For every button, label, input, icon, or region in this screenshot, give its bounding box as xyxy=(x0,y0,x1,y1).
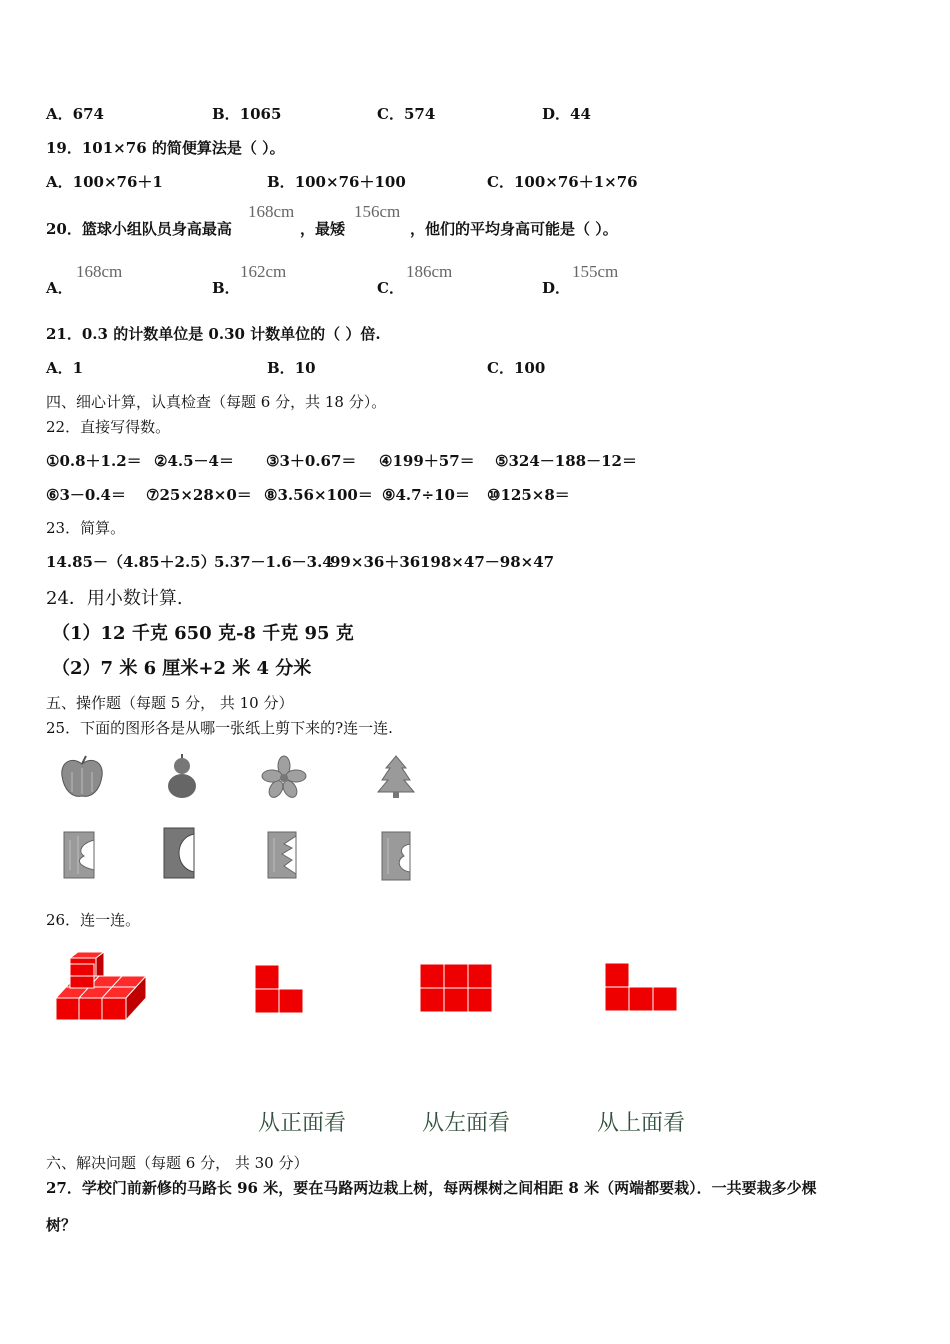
q21-option-c[interactable]: C．100 xyxy=(487,359,546,377)
q23-item: 5.37－1.6－3.4 xyxy=(214,553,333,571)
q20-option-a-value: 168cm xyxy=(76,262,123,281)
cube-stack-3d[interactable] xyxy=(52,950,152,1024)
q20-option-b-value: 162cm xyxy=(240,262,287,281)
q20-option-c-value: 186cm xyxy=(406,262,453,281)
q20-option-a-letter[interactable]: A． xyxy=(46,279,73,297)
section-5-heading: 五、操作题（每题 5 分， 共 10 分） xyxy=(46,694,294,712)
folded-paper-b-icon[interactable] xyxy=(162,826,198,880)
view-label-top[interactable]: 从上面看 xyxy=(597,1111,686,1136)
q18-option-c[interactable]: C．574 xyxy=(377,105,436,123)
folded-paper-d-icon[interactable] xyxy=(380,830,414,882)
q20-stem-c: ，他们的平均身高可能是（ ）。 xyxy=(410,220,618,238)
q19-option-a[interactable]: A．100×76＋1 xyxy=(46,173,163,191)
q19-option-c[interactable]: C．100×76＋1×76 xyxy=(487,173,638,191)
q21-stem: 21．0.3 的计数单位是 0.30 计数单位的（ ）倍. xyxy=(46,325,381,343)
q21-option-b[interactable]: B．10 xyxy=(267,359,316,377)
view-label-left[interactable]: 从左面看 xyxy=(422,1111,511,1136)
q22-item: ⑦25×28×0＝ xyxy=(146,486,252,504)
q23-item: 14.85－（4.85＋2.5） xyxy=(46,553,216,571)
q20-option-b-letter[interactable]: B． xyxy=(212,279,240,297)
q22-item: ⑩125×8＝ xyxy=(487,486,570,504)
q18-option-d[interactable]: D．44 xyxy=(542,105,591,123)
q20-option-d-value: 155cm xyxy=(572,262,619,281)
q21-option-a[interactable]: A．1 xyxy=(46,359,84,377)
q20-option-d-letter[interactable]: D． xyxy=(542,279,571,297)
q19-stem: 19．101×76 的简便算法是（ ）。 xyxy=(46,139,285,157)
q18-option-b[interactable]: B．1065 xyxy=(212,105,282,123)
q22-item: ④199＋57＝ xyxy=(379,452,475,470)
q22-stem: 22．直接写得数。 xyxy=(46,418,171,436)
q22-item: ⑧3.56×100＝ xyxy=(264,486,373,504)
gourd-cutout-icon[interactable] xyxy=(162,754,202,800)
q27-text-line-1: 27．学校门前新修的马路长 96 米，要在马路两边栽上树，每两棵树之间相距 8 米（两端都要栽）．一共要栽多少棵 xyxy=(46,1179,817,1197)
q25-stem: 25．下面的图形各是从哪一张纸上剪下来的?连一连. xyxy=(46,719,393,737)
q20-option-c-letter[interactable]: C． xyxy=(377,279,404,297)
apple-cutout-icon[interactable] xyxy=(58,754,106,800)
q18-option-a[interactable]: A．674 xyxy=(46,105,104,123)
tree-cutout-icon[interactable] xyxy=(376,756,416,798)
q22-item: ③3＋0.67＝ xyxy=(266,452,357,470)
flower-cutout-icon[interactable] xyxy=(262,756,306,798)
q20-stem-b: ，最矮 xyxy=(300,220,346,238)
q22-item: ②4.5－4＝ xyxy=(154,452,234,470)
q20-min-height: 156cm xyxy=(354,202,401,221)
q24-part-2: （2）7 米 6 厘米+2 米 4 分米 xyxy=(52,658,312,679)
view-l-shape[interactable] xyxy=(254,964,306,1016)
q23-item: 99×36＋36 xyxy=(330,553,421,571)
folded-paper-a-icon[interactable] xyxy=(62,830,98,880)
q20-stem-a: 20．篮球小组队员身高最高 xyxy=(46,220,232,238)
section-6-heading: 六、解决问题（每题 6 分， 共 30 分） xyxy=(46,1154,309,1172)
q20-max-height: 168cm xyxy=(248,202,295,221)
q22-item: ⑥3－0.4＝ xyxy=(46,486,126,504)
folded-paper-c-icon[interactable] xyxy=(266,830,300,880)
q27-text-line-2: 树？ xyxy=(46,1216,77,1234)
q22-item: ⑨4.7÷10＝ xyxy=(382,486,470,504)
q24-stem: 24．用小数计算. xyxy=(46,588,183,609)
q22-item: ⑤324－188－12＝ xyxy=(495,452,637,470)
q24-part-1: （1）12 千克 650 克-8 千克 95 克 xyxy=(52,623,354,644)
q23-stem: 23．简算。 xyxy=(46,519,126,537)
view-rectangle-2x3[interactable] xyxy=(419,963,495,1015)
section-4-heading: 四、细心计算，认真检查（每题 6 分，共 18 分）。 xyxy=(46,393,387,411)
view-long-l-shape[interactable] xyxy=(604,962,682,1014)
q26-stem: 26．连一连。 xyxy=(46,911,141,929)
q22-item: ①0.8＋1.2＝ xyxy=(46,452,142,470)
view-label-front[interactable]: 从正面看 xyxy=(258,1111,347,1136)
q23-item: 198×47－98×47 xyxy=(420,553,555,571)
q19-option-b[interactable]: B．100×76＋100 xyxy=(267,173,406,191)
